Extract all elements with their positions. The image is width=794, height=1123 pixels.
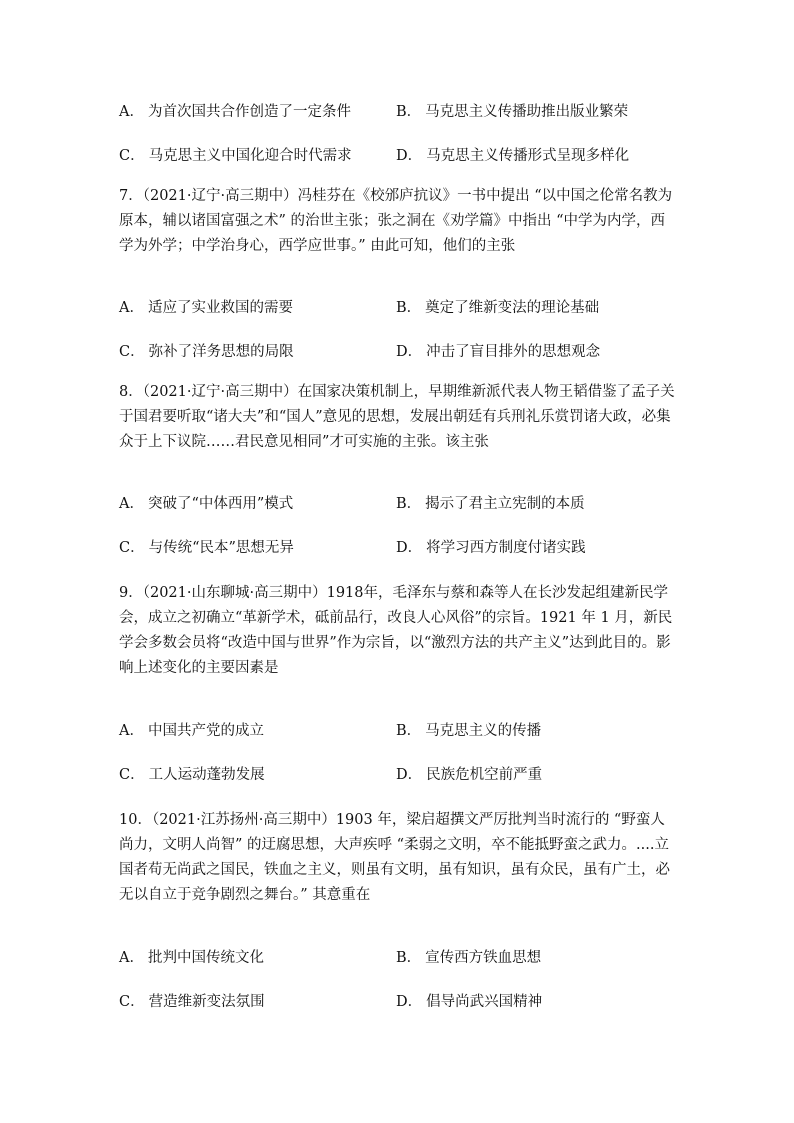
q8-options-row-1 xyxy=(119,492,679,516)
q6-option-d[interactable]: D． 马克思主义传播形式呈现多样化 xyxy=(396,148,630,164)
question-9 xyxy=(119,581,679,681)
q7-option-a[interactable]: A． 适应了实业救国的需要 xyxy=(119,300,293,316)
q9-option-a[interactable]: A． 中国共产党的成立 xyxy=(119,723,264,739)
q9-option-c[interactable]: C． 工人运动蓬勃发展 xyxy=(119,767,265,783)
q7-option-b[interactable]: B． 奠定了维新变法的理论基础 xyxy=(396,300,600,316)
question-7-stem: 7．（2021·辽宁·高三期中）冯桂芬在《校邠庐抗议》一书中提出 “以中国之伦常名教为原本，辅以诸国富强之术” 的治世主张；张之洞在《劝学篇》中指出 “中学为内学，西学为外学；中学治身心，西学应世事。” 由此可知，他们的主张 xyxy=(119,188,673,254)
q9-option-b[interactable]: B． 马克思主义的传播 xyxy=(396,723,542,739)
question-8-stem: 8．（2021·辽宁·高三期中）在国家决策机制上，早期维新派代表人物王韬借鉴了孟子关于国君要听取“诸大夫”和“国人”意见的思想，发展出朝廷有兵刑礼乐赏罚诸大政，必集众于上下议院……君民意见相同”才可实施的主张。该主张 xyxy=(119,384,675,450)
question-9-stem: 9．（2021·山东聊城·高三期中）1918年，毛泽东与蔡和森等人在长沙发起组建新民学会，成立之初确立“革新学术，砥前品行，改良人心风俗”的宗旨。1921 年 1 月，新民学会多数会员将“改造中国与世界”作为宗旨，以“激烈方法的共产主义”达到此目的。影响上述变化的主要因素是 xyxy=(119,585,673,676)
q6-option-b[interactable]: B． 马克思主义传播助推出版业繁荣 xyxy=(396,104,629,120)
q10-option-b[interactable]: B． 宣传西方铁血思想 xyxy=(396,950,542,966)
q10-options-row-2 xyxy=(119,990,679,1014)
q8-option-a[interactable]: A． 突破了“中体西用”模式 xyxy=(119,496,294,512)
q6-options-row-1 xyxy=(119,100,679,124)
q10-option-d[interactable]: D． 倡导尚武兴国精神 xyxy=(396,994,543,1010)
question-10-stem: 10．（2021·江苏扬州·高三期中）1903 年，梁启超撰文严厉批判当时流行的 “野蛮人尚力，文明人尚智” 的迂腐思想，大声疾呼 “柔弱之文明，卒不能抵野蛮之武力。....立国者苟无尚武之国民，铁血之主义，则虽有文明，虽有知识，虽有众民，虽有广土，必无以自立于竞争剧烈之舞台。” 其意重在 xyxy=(119,812,670,903)
q6-options-row-2 xyxy=(119,144,679,168)
q9-options-row-2 xyxy=(119,763,679,787)
q8-option-b[interactable]: B． 揭示了君主立宪制的本质 xyxy=(396,496,585,512)
q10-option-c[interactable]: C． 营造维新变法氛围 xyxy=(119,994,265,1010)
q7-option-d[interactable]: D． 冲击了盲目排外的思想观念 xyxy=(396,344,601,360)
q9-option-d[interactable]: D． 民族危机空前严重 xyxy=(396,767,543,783)
q6-option-c[interactable]: C． 马克思主义中国化迎合时代需求 xyxy=(119,148,352,164)
q10-option-a[interactable]: A． 批判中国传统文化 xyxy=(119,950,264,966)
q8-option-c[interactable]: C． 与传统“民本”思想无异 xyxy=(119,540,294,556)
q8-option-d[interactable]: D． 将学习西方制度付诸实践 xyxy=(396,540,586,556)
question-8 xyxy=(119,380,679,455)
q7-option-c[interactable]: C． 弥补了洋务思想的局限 xyxy=(119,344,294,360)
q6-option-a[interactable]: A． 为首次国共合作创造了一定条件 xyxy=(119,104,351,120)
q10-options-row-1 xyxy=(119,946,679,970)
q7-options-row-1 xyxy=(119,296,679,320)
q7-options-row-2 xyxy=(119,340,679,364)
q8-options-row-2 xyxy=(119,536,679,560)
question-10 xyxy=(119,808,679,908)
question-7 xyxy=(119,184,679,259)
q9-options-row-1 xyxy=(119,719,679,743)
